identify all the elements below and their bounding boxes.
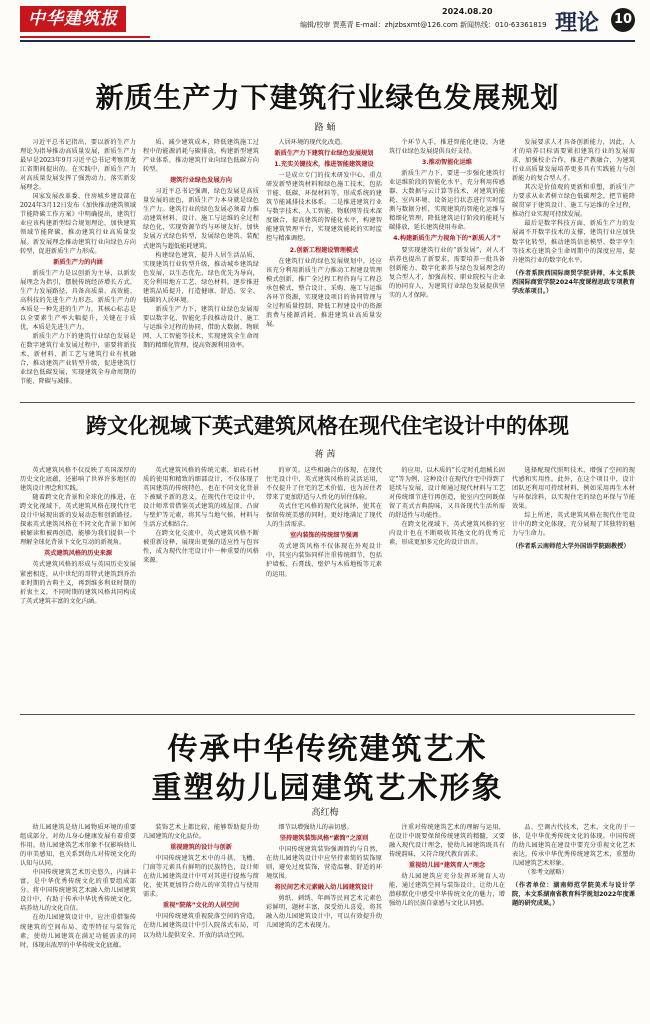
issue-date: 2024.08.20 [442, 7, 493, 16]
article3-column-4 [389, 823, 505, 1019]
article1-column-3 [266, 138, 382, 396]
paragraph: 装饰艺术上都比较，能够帮助提升幼儿园建筑的文化品位。 [143, 824, 259, 841]
subheading: 3.推动智能化运维 [422, 159, 472, 167]
paragraph: 英式建筑风格不仅体现在外观设计中，其室内装饰同样注重传统细节，包括护墙板、石膏线、壁炉与木质地板等元素的运用。 [266, 543, 382, 578]
masthead [0, 0, 650, 62]
article3-author: 高红梅 [311, 808, 339, 818]
article3-column-3 [266, 823, 382, 1019]
paragraph: 随着跨文化背景和全球化的推进，在跨文化视域下，英式建筑风格在现代住宅设计中展现出新的发展动态和创新路径。探索英式建筑风格在不同文化背景下如何被解读和被再创造，能够为我们提供一个理解全球化背景下文化互动的新视角。 [20, 494, 136, 547]
paragraph: 国家发展改革委、住房城乡建设部在2024年3月12日发布《加快推动建筑领域节能降碳工作方案》中明确提出，建筑行业应该构建新型综合规划理论，加快建筑领域节能降碳，推动建筑行业高质量发展。新发展理念推动建筑行业向绿色方向转型，促进新质生产力形成。 [20, 193, 136, 255]
subheading: 4.构建新质生产力视角下的“新质人才” [393, 235, 501, 243]
paragraph: 中国传统建筑重视院落空间的营造，在幼儿园建筑设计中引入院落式布局，可以为幼儿提供安全、开放的活动空间。 [143, 913, 259, 939]
paragraph: 新质生产力是以创新为主导，以新发展理念为指引，摆脱传统经济增长方式、生产力发展路径，具备高质量、高效能、高科技的先进生产力形态。新质生产力的本质是一种先进的生产力，其核心标志是以全要素生产率大幅提升，关键在于质优，本质是先进生产力。 [20, 269, 136, 331]
paragraph: 质、减少建筑成本，降低建筑施工过程中的能源消耗与碳排放，构建新型建筑产业体系，推动建筑行业向绿色低碳方向转型。 [143, 139, 259, 174]
article3-title-line1[interactable]: 传承中华传统建筑艺术 [167, 732, 488, 767]
subheading: 室内装饰的传统细节强调 [289, 532, 359, 540]
header-rule [20, 40, 635, 42]
subheading: 重视幼儿园“建筑育人”理念 [408, 862, 486, 870]
logo-underline [20, 36, 150, 38]
paragraph: 最后是数字科技方面，新质生产力的发展离不开数字技术的支撑，建筑行业应加快数字化转型，推动建筑信息模型、数字孪生等技术在建筑全生命周期中的深度应用，提升建筑行业的数字化水平。 [512, 220, 635, 264]
article1-column-2 [143, 138, 259, 396]
paragraph: 的应用，以木质的“长定时孔组械长固定”等为例，这种设计在现代住宅中得到了延续与发展，设计师通过现代材料与工艺对传统细节进行再创造，使室内空间既保留了英式古典韵味，又具备现代生活所需的舒适性与功能性。 [389, 467, 505, 520]
subheading: 重视“院落”文化的人居空间 [162, 902, 240, 910]
article3-title-line2[interactable]: 重塑幼儿园建筑艺术形象 [151, 771, 504, 806]
paragraph: 新质生产力下的建筑行业绿色发展是在数字建筑行业发展过程中，需要将新技术、新材料、新工艺与建筑行业有机融合，推动建筑产业转型升级，促进建筑行业绿色低碳发展，实现建筑全寿命周期的节能、降碳与减排。 [20, 332, 136, 386]
article3-column-5 [512, 823, 635, 1019]
paragraph: 一是成立专门的技术研发中心，重点研发新型建筑材料和绿色施工技术，包括节能、低碳、环保材料等，形成系统的建筑节能减排技术体系。二是推进建筑行业与数字技术、人工智能、物联网等技术深度融合，提高建筑的智能化水平，构建智能建筑管理平台，实现建筑能耗的实时监控与精准调控。 [266, 172, 382, 243]
article1-author: 路 蛹 [314, 123, 336, 133]
subheading: 坚持建筑装饰风格“素简”之原则 [279, 835, 369, 843]
paragraph: 注重对传统建筑艺术的理解与运用，在设计中既要保留传统建筑的精髓，又要融入现代设计理念，使幼儿园建筑既具有传统韵味，又符合现代教育需求。 [389, 824, 505, 859]
paragraph: 英式建筑风格的形成与英国历史发展紧密相连，从中世纪的哥特式建筑到乔治亚时期的古典主义，再到维多利亚时期的折衷主义，不同时期的建筑风格共同构成了英式建筑丰富的文化内涵。 [20, 561, 136, 605]
paragraph: 其次是价值观的更新和重塑，新质生产力要求从业者树立绿色低碳理念，把节能降碳贯穿于建筑设计、施工与运维的全过程，推动行业实现可持续发展。 [512, 184, 635, 219]
paragraph: 个环节入手，推进智能化建设，为建筑行业绿色发展提供良好支持。 [389, 139, 505, 156]
subheading: 重视建筑的设计与创新 [170, 844, 232, 852]
article2-author: 蒋 茜 [314, 450, 336, 460]
author-note: （作者系陕西国际商贸学院讲师，本文系陕西国际商贸学院2024年度课程思政专项教育学改革项目。） [512, 269, 635, 295]
paragraph: （参考文献略） [524, 869, 568, 877]
subheading: 1.充实关键技术，推进智能建筑建设 [274, 161, 374, 169]
subheading: 新质生产力下建筑行业绿色发展规划 [274, 150, 374, 158]
paragraph: 选择配现代照明技术，增强了空间的现代感和实用性。此外，在这个项目中，设计团队还利用可持续材料，例如采用再生木材与环保涂料，以实现住宅的绿色环保与节能效果。 [512, 467, 635, 511]
paragraph: 新质生产力下，建筑行业绿色发展需要以数字化、智能化手段推动设计、施工与运维全过程的协同，借助大数据、物联网、人工智能等技术，实现建筑全生命周期的精细化管理，提高资源利用效率。 [143, 305, 259, 350]
editor-contact: 编辑/校审 贾燕青 E-mail：zhjzbsxmt@126.com 新闻热线：010-63361819 [300, 21, 547, 29]
paragraph: 英式建筑风格的传统元素，如砖石材质的使用和精致的细部设计，不仅体现了英国建筑的传统特色，也在不同文化背景下被赋予新的意义。在现代住宅设计中，设计师常常借鉴英式建筑的坡屋顶、凸窗与壁炉等元素，将其与当地气候、材料与生活方式相结合。 [143, 467, 259, 529]
paragraph: 习近平总书记强调，绿色发展是高质量发展的底色，新质生产力本身就是绿色生产力。建筑行业的绿色发展必须着力推动建筑材料、设计、施工与运维的全过程绿色化，实现资源节约与环境友好，加快发展方式绿色转型，发展绿色建筑、装配式建筑与超低能耗建筑。 [143, 188, 259, 250]
article2-column-5 [512, 466, 635, 710]
article2-column-2 [143, 466, 259, 710]
newspaper-logo[interactable]: 中华建筑报 [20, 6, 126, 32]
article2-column-3 [266, 466, 382, 710]
article3-column-1 [20, 823, 136, 1019]
paragraph: 在跨文化交流中，英式建筑风格不断被重新诠释，展现出更强的适应性与包容性，成为现代住宅设计中一种重要的风格来源。 [143, 530, 259, 565]
paragraph: 习近平总书记指出，要以新的生产力理论为指导推动高质量发展，新质生产力最早是2023年9月习近平总书记考察黑龙江省期间提出的。在实践中，新质生产力对高质量发展发挥了强劲动力，落实新发展理念。 [20, 139, 136, 192]
paragraph: 中国传统建筑装饰强调简约与自然，在幼儿园建筑设计中应坚持素简的装饰原则，避免过度装饰，营造温馨、舒适的环境氛围。 [266, 846, 382, 881]
subheading: 英式建筑风格的历史来源 [43, 550, 113, 558]
article3-column-2 [143, 823, 259, 1019]
subheading: 2.创新工程建设管理模式 [289, 246, 359, 254]
article2-column-4 [389, 466, 505, 710]
page-number: 10 [611, 8, 635, 32]
article2-column-1 [20, 466, 136, 710]
paragraph: 新质生产力下，要进一步强化建筑行业运维阶段的智能化水平，充分利用传感器、大数据与云计算等技术，对建筑的能耗、室内环境、设备运行状态进行实时监测与数据分析，实现建筑的智能化运维与精细化管理，降低建筑运行阶段的能耗与碳排放，延长建筑使用寿命。 [389, 170, 505, 232]
subheading: 新质生产力的内涵 [53, 258, 103, 266]
paragraph: 要实现建筑行业的“新发展”，对人才培养也提出了新要求，需要培养一批具备创新能力、数字化素养与绿色发展理念的复合型人才，加强高校、职业院校与企业的协同育人，为建筑行业绿色发展提供坚实的人才保障。 [389, 246, 505, 299]
article1-column-4 [389, 138, 505, 396]
article2-title[interactable]: 跨文化视域下英式建筑风格在现代住宅设计中的体现 [86, 414, 569, 438]
paragraph: 发展要求人才具备创新能力，因此，人才的培养目标需要紧扣建筑行业的发展需求，加强校企合作，推进产教融合，为建筑行业高质量发展培养更多具有实践能力与创新能力的复合型人才。 [512, 139, 635, 183]
paragraph: 剪纸、刺绣、年画等民间艺术元素色彩鲜明、题材丰富，深受幼儿喜爱，将其融入幼儿园建筑设计中，可以有效提升幼儿园建筑的艺术表现力。 [266, 895, 382, 930]
article1-column-1 [20, 138, 136, 396]
paragraph: 中国传统建筑艺术中的斗拱、飞檐、门窗等元素具有鲜明的民族特色，设计师在幼儿园建筑设计中可对其进行提炼与简化，使其更加符合幼儿的审美特点与使用需求。 [143, 855, 259, 899]
paragraph: 在幼儿园建筑设计中，应注重借鉴传统建筑的空间布局、造型特征与装饰元素，使幼儿园建筑在满足功能需求的同时，体现出浓厚的中华传统文化底蕴。 [20, 914, 136, 949]
paragraph: 品、空调古代技术，艺术，文化的于一体，是中华优秀传统文化的体现。中国传统的幼儿园建筑在建设中要充分重视文化艺术表达，传承中华优秀传统建筑艺术，重塑幼儿园建筑艺术形象。 [512, 824, 635, 868]
paragraph: 人居环境的现代化改造。 [278, 139, 347, 146]
article1-title[interactable]: 新质生产力下建筑行业绿色发展规划 [95, 81, 560, 114]
author-note: （作者系云南师范大学外国语学院副教授） [512, 543, 630, 551]
paragraph: 英式建筑风格不仅反映了英国深厚的历史文化底蕴，还影响了世界许多地区的建筑设计理念和实践。 [20, 467, 136, 493]
subheading: 将民间艺术元素融入幼儿园建筑设计 [274, 884, 374, 892]
section-title: 理论 [555, 11, 600, 36]
paragraph: 幼儿园建筑应充分发挥环境育人功能，通过建筑空间与装饰设计，让幼儿在潜移默化中感受中华传统文化的魅力，增强幼儿的民族自豪感与文化认同感。 [389, 873, 505, 908]
paragraph: 幼儿园建筑是幼儿园物质环境的重要组成部分，对幼儿身心健康发展有着重要作用。幼儿园建筑艺术形象不仅影响幼儿的审美感知，也关系到幼儿对传统文化的认知与认同。 [20, 824, 136, 868]
paragraph: 的审美。这些相融合的体现，在现代住宅设计中，英式建筑风格的灵活运用，不仅提升了住宅的艺术价值，也为居住者带来了更加舒适与人性化的居住体验。 [266, 467, 382, 502]
paragraph: 英式住宅风格的现代化演绎，使其在保留传统美感的同时，更好地满足了现代人的生活需求。 [266, 503, 382, 529]
article1-column-5 [512, 138, 635, 396]
paragraph: 在跨文化视域下，英式建筑风格的室内设计也在不断吸收其他文化的优秀元素，形成更加多元化的设计语言。 [389, 521, 505, 547]
section-divider-2 [20, 714, 635, 715]
paragraph: 在建筑行业的绿色发展规划中，还应该充分利用新质生产力推动工程建设管理模式创新，推广全过程工程咨询与工程总承包模式，整合设计、采购、施工与运维各环节资源，实现建设项目的协同管理与全过程质量控制，降低工程建设中的资源浪费与能源消耗，推进建筑业高质量发展。 [266, 257, 382, 328]
paragraph: 综上所述，英式建筑风格在现代住宅设计中的跨文化体现，充分展现了其独特的魅力与生命力。 [512, 512, 635, 538]
paragraph: 中国传统建筑艺术历史悠久，内涵丰富，是中华优秀传统文化的重要组成部分。将中国传统建筑艺术融入幼儿园建筑设计中，有助于传承中华优秀传统文化，培养幼儿的文化自信。 [20, 869, 136, 913]
paragraph: 构建绿色建筑，提升人居生活品质，实现建筑行业转型升级，推动城乡建筑绿色发展，以生态优先、绿色优先为导向，充分利用地方工艺、绿色材料，逐步推进建筑品质提升，打造健康、舒适、安全、低碳的人居环境。 [143, 251, 259, 304]
section-divider-1 [20, 402, 635, 403]
paragraph: 细节以增强幼儿的亲切感。 [278, 824, 353, 831]
subheading: 建筑行业绿色发展方向 [170, 177, 232, 185]
author-note: （作者单位：湖南师范学院美术与设计学院，本文系湖南省教育科学规划2022年度课题的研究成果。） [512, 882, 635, 908]
